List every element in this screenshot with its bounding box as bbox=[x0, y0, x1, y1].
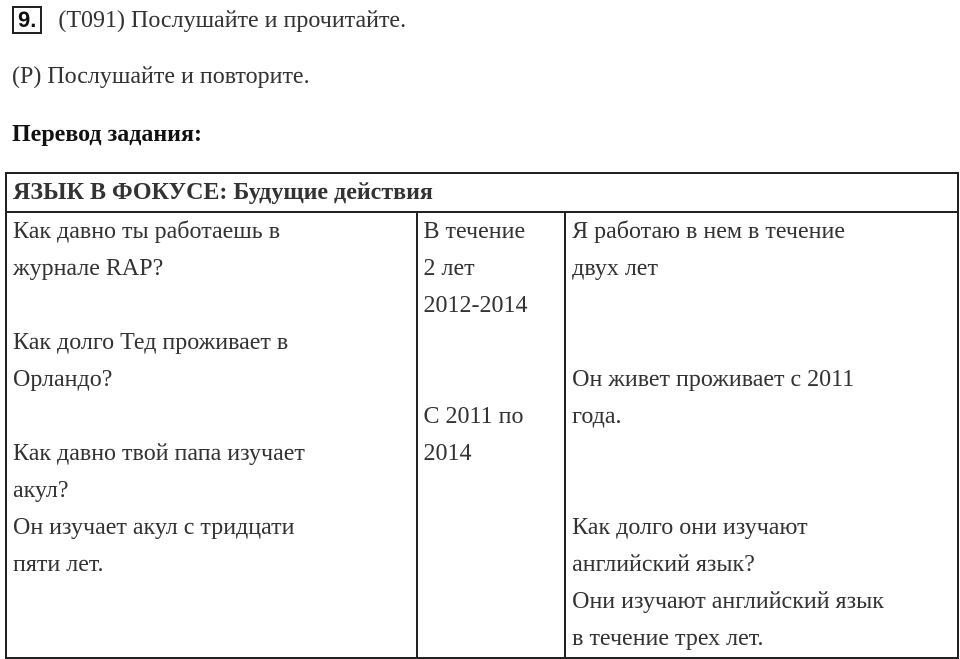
table-text-line: двух лет bbox=[572, 255, 658, 281]
table-text-line bbox=[13, 287, 410, 324]
exercise-instruction: (T091) Послушайте и прочитайте. bbox=[58, 7, 407, 33]
exercise-number: 9. bbox=[12, 6, 42, 34]
translation-heading: Перевод задания: bbox=[12, 121, 202, 147]
table-text-line bbox=[13, 398, 410, 435]
table-text-line: В течение bbox=[423, 218, 526, 244]
table-text-line: журнале RAP? bbox=[13, 255, 164, 281]
table-text-line bbox=[572, 324, 951, 361]
exercise-header bbox=[12, 4, 406, 36]
table-text-line bbox=[572, 472, 951, 509]
table-text-line: в течение трех лет. bbox=[572, 625, 764, 651]
table-text-line: Он живет проживает с 2011 bbox=[572, 366, 855, 392]
periods-column bbox=[424, 213, 559, 657]
table-text-line: года. bbox=[572, 403, 622, 429]
table-text-line bbox=[13, 583, 410, 620]
table-cell-questions bbox=[6, 212, 417, 658]
table-text-line: Они изучают английский язык bbox=[572, 588, 884, 614]
table-text-line bbox=[424, 620, 559, 657]
table-text-line bbox=[424, 361, 559, 398]
exercise-instruction-secondary: (P) Послушайте и повторите. bbox=[12, 63, 310, 89]
table-header: ЯЗЫК В ФОКУСЕ: Будущие действия bbox=[6, 173, 958, 212]
table-text-line: 2012-2014 bbox=[423, 292, 528, 318]
table-text-line: Как давно твой папа изучает bbox=[13, 440, 305, 466]
table-cell-periods bbox=[417, 212, 566, 658]
table-text-line: английский язык? bbox=[572, 551, 755, 577]
table-text-line bbox=[424, 324, 559, 361]
table-text-line: Я работаю в нем в течение bbox=[572, 218, 845, 244]
table-text-line: Как давно ты работаешь в bbox=[13, 218, 281, 244]
table-text-line bbox=[572, 287, 951, 324]
table-text-line: Как долго они изучают bbox=[572, 514, 808, 540]
table-text-line bbox=[424, 583, 559, 620]
table-text-line: Как долго Тед проживает в bbox=[13, 329, 289, 355]
answers-column bbox=[572, 213, 951, 657]
table-text-line bbox=[424, 546, 559, 583]
table-text-line: пяти лет. bbox=[13, 551, 104, 577]
table-text-line: С 2011 по bbox=[423, 403, 524, 429]
table-header-row bbox=[6, 173, 958, 212]
table-text-line bbox=[424, 472, 559, 509]
table-cell-answers bbox=[565, 212, 958, 658]
table-text-line bbox=[572, 435, 951, 472]
table-text-line: Орландо? bbox=[13, 366, 113, 392]
language-focus-table bbox=[5, 172, 959, 659]
table-body-row bbox=[6, 212, 958, 658]
table-text-line bbox=[13, 620, 410, 657]
questions-column bbox=[13, 213, 410, 657]
table-text-line bbox=[424, 509, 559, 546]
table-text-line: 2014 bbox=[423, 440, 472, 466]
table-text-line: акул? bbox=[13, 477, 69, 503]
table-text-line: Он изучает акул с тридцати bbox=[13, 514, 295, 540]
table-text-line: 2 лет bbox=[423, 255, 475, 281]
